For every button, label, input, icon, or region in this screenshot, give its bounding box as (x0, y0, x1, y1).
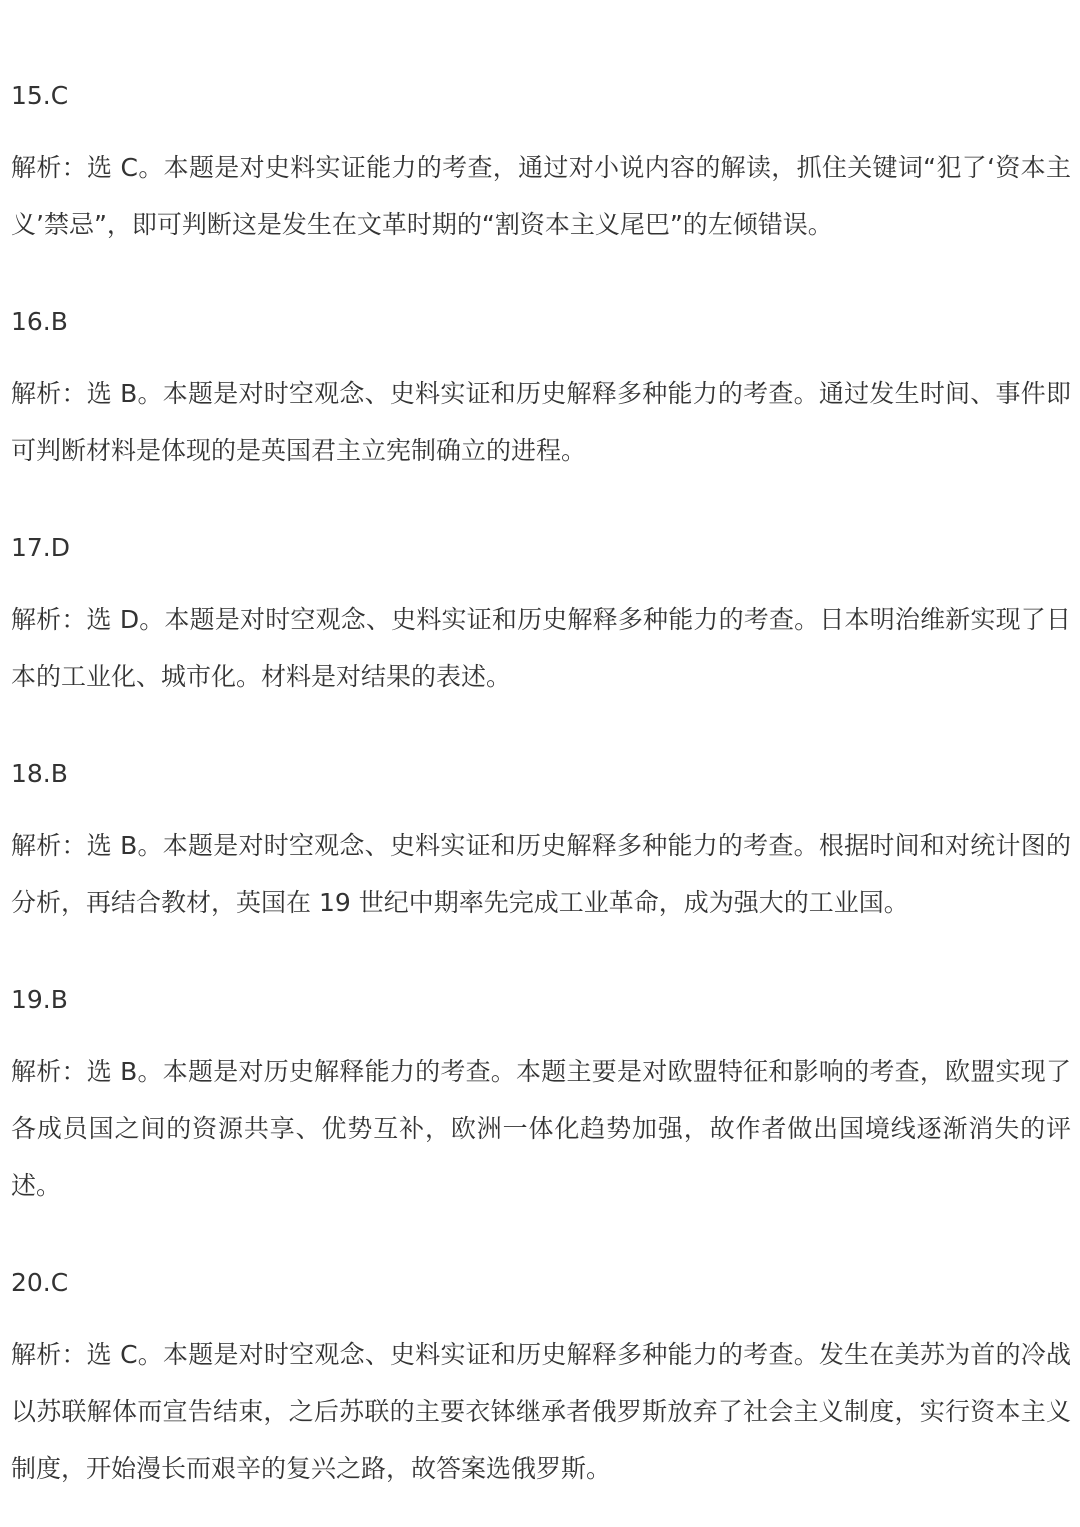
answer-key: 15.C (11, 81, 69, 110)
answer-item-19 (11, 985, 1071, 1214)
answer-explanation: 解析：选 D。本题是对时空观念、史料实证和历史解释多种能力的考查。日本明治维新实现了日本的工业化、城市化。材料是对结果的表述。 (11, 605, 1071, 691)
answer-explanation: 解析：选 B。本题是对历史解释能力的考查。本题主要是对欧盟特征和影响的考查，欧盟实现了各成员国之间的资源共享、优势互补，欧洲一体化趋势加强，故作者做出国境线逐渐消失的评述。 (11, 1057, 1071, 1200)
answer-item-15 (11, 81, 1071, 253)
answer-explanation: 解析：选 B。本题是对时空观念、史料实证和历史解释多种能力的考查。通过发生时间、事件即可判断材料是体现的是英国君主立宪制确立的进程。 (11, 379, 1071, 465)
answer-explanation: 解析：选 C。本题是对史料实证能力的考查，通过对小说内容的解读，抓住关键词“犯了‘资本主义’禁忌”，即可判断这是发生在文革时期的“割资本主义尾巴”的左倾错误。 (11, 153, 1071, 239)
answer-item-20 (11, 1268, 1071, 1497)
answer-key: 19.B (11, 985, 68, 1014)
answer-item-18 (11, 759, 1071, 931)
answer-explanation: 解析：选 B。本题是对时空观念、史料实证和历史解释多种能力的考查。根据时间和对统计图的分析，再结合教材，英国在 19 世纪中期率先完成工业革命，成为强大的工业国。 (11, 831, 1071, 917)
answer-explanation: 解析：选 C。本题是对时空观念、史料实证和历史解释多种能力的考查。发生在美苏为首的冷战以苏联解体而宣告结束，之后苏联的主要衣钵继承者俄罗斯放弃了社会主义制度，实行资本主义制度，开始漫长而艰辛的复兴之路，故答案选俄罗斯。 (11, 1340, 1071, 1483)
answer-key: 16.B (11, 307, 68, 336)
answer-key: 18.B (11, 759, 68, 788)
answer-key: 17.D (11, 533, 71, 562)
answer-key: 20.C (11, 1268, 69, 1297)
answer-item-16 (11, 307, 1071, 479)
answer-item-17 (11, 533, 1071, 705)
